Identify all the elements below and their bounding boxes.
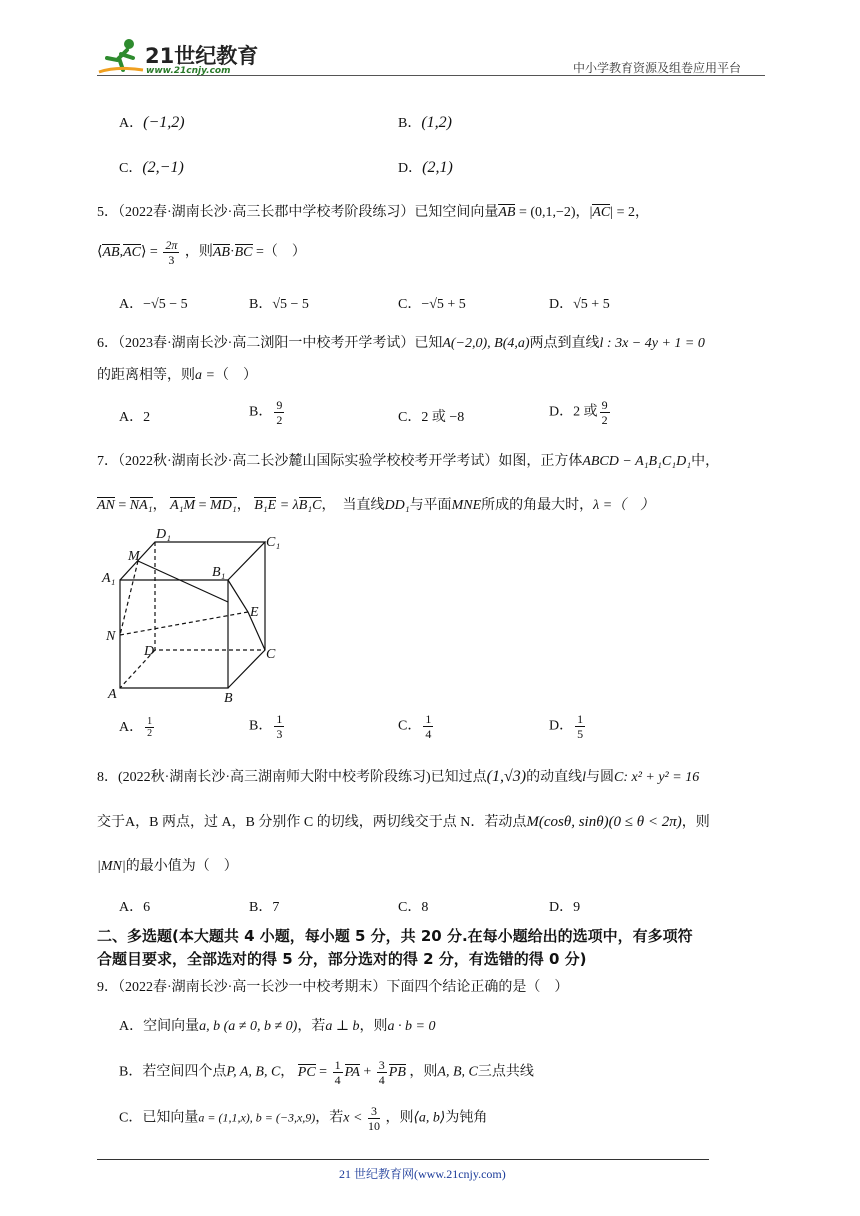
label-c1: C₁ xyxy=(266,535,281,550)
q8-stem-line3: |MN|的最小值为（ ） xyxy=(97,859,238,874)
q8-stem-line1: 8．(2022秋·湖南长沙·高三湖南师大附中校考阶段练习)已知过点(1,√3)的动直线l与圆C: x² + y² = 16 xyxy=(97,768,700,785)
q7-stem-line1: 7．（2022秋·湖南长沙·高二长沙麓山国际实验学校校考开学考试）如图，正方体ABCD − A₁B₁C₁D₁中， xyxy=(97,454,720,469)
label-n: N xyxy=(106,629,116,644)
runner-logo-icon xyxy=(97,36,147,76)
line-m-n xyxy=(120,561,138,635)
section-2-line2: 合题目要求，全部选对的得 5 分，部分选对的得 2 分，有选错的得 0 分) xyxy=(97,950,587,968)
q8-option-a: A．6 xyxy=(119,900,151,915)
q8-option-c: C．8 xyxy=(398,900,429,915)
q5-option-a: A．−√5 − 5 xyxy=(119,297,188,312)
section-2-line1: 二、多选题(本大题共 4 小题，每小题 5 分，共 20 分.在每小题给出的选项中，有多项符 xyxy=(97,927,693,945)
q4-option-b: B．(1,2) xyxy=(398,114,452,131)
q8-stem-line2: 交于A，B 两点，过 A，B 分别作 C 的切线，两切线交于点 N．若动点M(cosθ, sinθ)(0 ≤ θ < 2π)，则 xyxy=(97,814,710,830)
footer-website[interactable]: 21 世纪教育网(www.21cnjy.com) xyxy=(339,1167,506,1181)
q5-option-c: C．−√5 + 5 xyxy=(398,297,466,312)
q9-option-a: A．空间向量a, b (a ≠ 0, b ≠ 0)，若a ⊥ b，则a · b = 0 xyxy=(119,1019,436,1034)
q9-option-c: C．已知向量a = (1,1,x), b = (−3,x,9)，若x < $\frac{3}{10}$ ，则⟨a, b⟩为钝角 xyxy=(119,1104,488,1133)
label-b1: B₁ xyxy=(212,565,226,580)
q4-option-a: A．(−1,2) xyxy=(119,114,185,131)
cube-edge-top xyxy=(120,542,265,580)
label-e: E xyxy=(250,605,259,620)
q6-option-c: C．2 或 −8 xyxy=(398,410,465,425)
label-d1: D₁ xyxy=(156,527,171,542)
logo-title: 21世纪教育 xyxy=(145,44,259,68)
q6-stem-line2: 的距离相等，则a =（ ） xyxy=(97,368,257,383)
line-n-e xyxy=(120,612,248,635)
q6-option-a: A．2 xyxy=(119,410,151,425)
q7-option-b: B． $\frac{1}{3}$ xyxy=(249,712,283,741)
label-c: C xyxy=(266,647,276,662)
label-a1: A₁ xyxy=(102,571,116,586)
label-m: M xyxy=(128,549,140,564)
q6-option-d: D．2 或 $\frac{9}{2}$ xyxy=(549,398,608,427)
cube-figure xyxy=(100,520,300,710)
q7-stem-line2: AN = NA₁， A₁M = MD₁， B₁E = λB₁C， 当直线DD₁与平面MNE所成的角最大时，λ =（ ） xyxy=(97,498,655,513)
q4-option-c: C．(2,−1) xyxy=(119,159,184,176)
q5-option-d: D．√5 + 5 xyxy=(549,297,610,312)
footer-divider xyxy=(97,1159,709,1160)
label-a: A xyxy=(108,687,117,702)
q8-option-b: B．7 xyxy=(249,900,280,915)
header-divider xyxy=(97,75,765,76)
header-platform-name: 中小学教育资源及组卷应用平台 xyxy=(573,61,742,75)
q6-stem-line1: 6．（2023春·湖南长沙·高二浏阳一中校考开学考试）已知A(−2,0), B(4,a)两点到直线l : 3x − 4y + 1 = 0 xyxy=(97,336,705,351)
label-b: B xyxy=(224,691,233,706)
q9-option-b: B．若空间四个点P, A, B, C， PC = $\frac{1}{4}$ PA + $\frac{3}{4}$ PB ，则A, B, C三点共线 xyxy=(119,1058,534,1087)
q8-option-d: D．9 xyxy=(549,900,581,915)
q7-option-c: C． $\frac{1}{4}$ xyxy=(398,712,432,741)
q5-stem-line2: ⟨AB,AC⟩ = $\frac{2\pi}{3}$ ，则AB·BC =（ ） xyxy=(97,238,306,267)
label-d: D xyxy=(144,644,155,659)
q6-option-b: B． $\frac{9}{2}$ xyxy=(249,398,283,427)
q9-stem: 9．（2022春·湖南长沙·高一长沙一中校考期末）下面四个结论正确的是（ ） xyxy=(97,980,569,995)
logo-url: www.21cnjy.com xyxy=(146,66,231,76)
cube-edge-front xyxy=(120,580,228,688)
triangle-mne xyxy=(138,561,265,650)
q5-stem-line1: 5．（2022春·湖南长沙·高三长郡中学校考阶段练习）已知空间向量AB = (0,1,−2)，|AC| = 2， xyxy=(97,205,649,220)
q4-option-d: D．(2,1) xyxy=(398,159,453,176)
q7-option-a: A． $\frac{1}{2}$ xyxy=(119,716,153,740)
q5-fraction: $\frac{2\pi}{3}$ xyxy=(165,238,178,267)
q7-option-d: D． $\frac{1}{5}$ xyxy=(549,712,584,741)
q5-option-b: B．√5 − 5 xyxy=(249,297,309,312)
